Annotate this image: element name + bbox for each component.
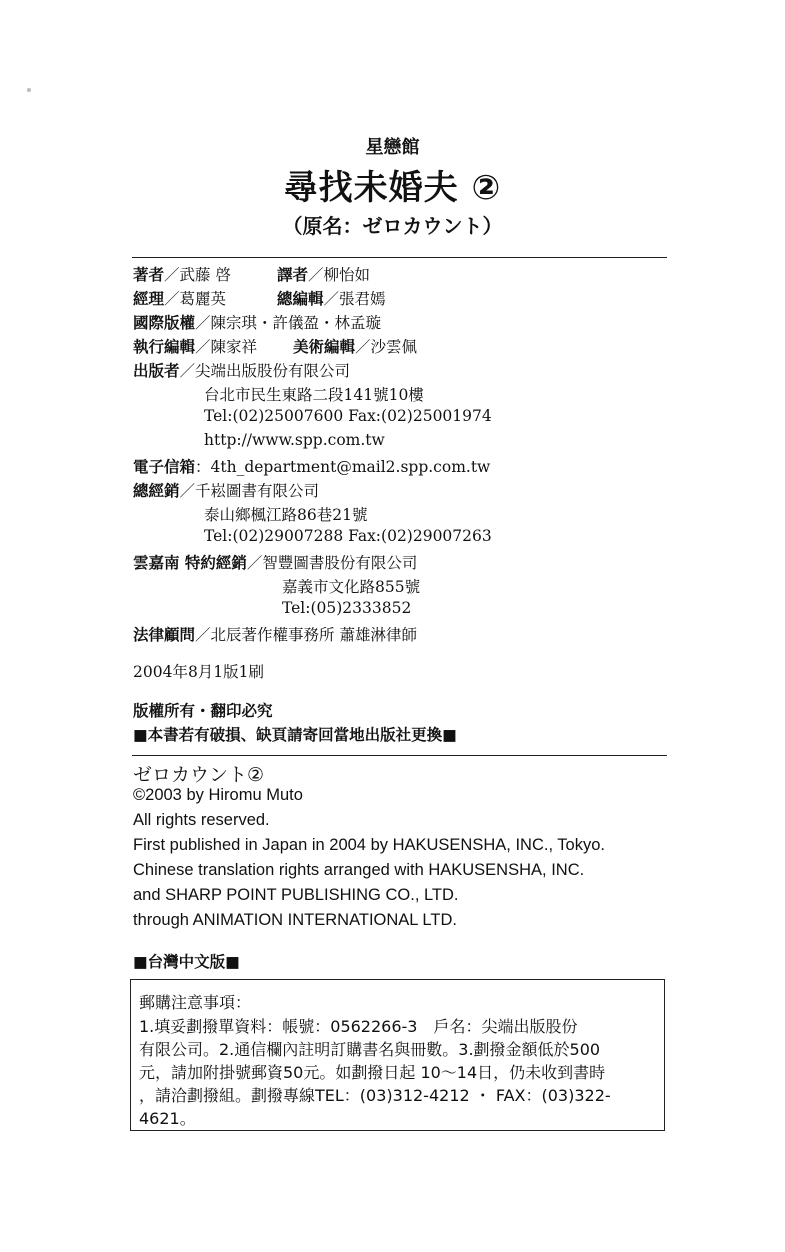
- rights-reserved-line: All rights reserved.: [133, 811, 270, 829]
- mail-order-line-5: 4621。: [139, 1109, 196, 1128]
- publisher-website: http://www.spp.com.tw: [204, 431, 385, 449]
- exec-editor-label: 執行編輯: [133, 338, 196, 356]
- publisher-label: 出版者: [133, 362, 180, 380]
- animation-international-line: through ANIMATION INTERNATIONAL LTD.: [133, 911, 457, 929]
- edition-date: 2004年8月1版1刷: [133, 663, 265, 681]
- book-title: 尋找未婚夫 ②: [283, 168, 502, 208]
- author-name: ／武藤 啓: [164, 266, 231, 284]
- copyright-line: ©2003 by Hiromu Muto: [133, 786, 303, 804]
- distributor-label: 總經銷: [133, 482, 180, 500]
- top-divider: [132, 257, 667, 258]
- credit-intl-rights-row: [133, 311, 381, 333]
- mail-order-heading: 郵購注意事項：: [139, 993, 252, 1012]
- credit-chief-editor-row: [277, 287, 386, 309]
- publisher-name: ／尖端出版股份有限公司: [179, 362, 351, 380]
- legal-label: 法律顧問: [133, 626, 196, 644]
- email-address: ：4th_department@mail2.spp.com.tw: [195, 458, 491, 476]
- credit-author-row: [133, 263, 231, 285]
- publisher-address: 台北市民生東路二段141號10樓: [204, 386, 424, 404]
- art-editor-name: ／沙雲佩: [355, 338, 418, 356]
- regional-tel: Tel:(05)2333852: [282, 599, 412, 617]
- mail-order-line-1: 1.填妥劃撥單資料：帳號：0562266-3 戶名：尖端出版股份: [139, 1017, 578, 1036]
- mail-order-line-4: ，請洽劃撥組。劃撥專線TEL：(03)312-4212 ・ FAX：(03)322-: [139, 1086, 611, 1105]
- japanese-title: ゼロカウント②: [133, 764, 265, 786]
- series-name: 星戀館: [365, 137, 420, 158]
- distributor-name: ／千崧圖書有限公司: [179, 482, 320, 500]
- chief-editor-label: 總編輯: [277, 290, 324, 308]
- mail-order-line-3: 元，請加附掛號郵資50元。如劃撥日起 10～14日，仍未收到書時: [139, 1063, 606, 1082]
- email-label: 電子信箱: [133, 458, 196, 476]
- credit-manager-row: [133, 287, 226, 309]
- mail-order-box: [130, 979, 665, 1131]
- original-title: （原名：ゼロカウント）: [282, 214, 503, 238]
- exec-editor-name: ／陳家祥: [195, 338, 258, 356]
- credit-exec-editor-row: [133, 335, 257, 357]
- credit-translator-row: [277, 263, 370, 285]
- scan-speck: [27, 88, 31, 92]
- credit-legal-row: [133, 623, 417, 645]
- distributor-address: 泰山鄉楓江路86巷21號: [204, 506, 368, 524]
- distributor-tel-fax: Tel:(02)29007288 Fax:(02)29007263: [204, 527, 492, 545]
- credit-publisher-row: [133, 359, 350, 381]
- translator-name: ／柳怡如: [308, 266, 371, 284]
- intl-rights-names: ／陳宗琪・許儀盈・林孟璇: [195, 314, 382, 332]
- credit-regional-row: [133, 551, 417, 573]
- translation-rights-line: Chinese translation rights arranged with HAKUSENSHA, INC.: [133, 861, 585, 879]
- manager-name: ／葛麗英: [164, 290, 227, 308]
- manager-label: 經理: [133, 290, 165, 308]
- taiwan-edition-tag: ■台灣中文版■: [133, 953, 240, 971]
- credit-email-row: [133, 455, 490, 477]
- regional-name: ／智豐圖書股份有限公司: [246, 554, 418, 572]
- copyright-notice: 版權所有・翻印必究: [133, 702, 273, 720]
- publisher-tel-fax: Tel:(02)25007600 Fax:(02)25001974: [204, 407, 492, 425]
- legal-name: ／北辰著作權事務所 蕭雄淋律師: [195, 626, 417, 644]
- chief-editor-name: ／張君嫣: [323, 290, 386, 308]
- credit-distributor-row: [133, 479, 319, 501]
- intl-rights-label: 國際版權: [133, 314, 196, 332]
- art-editor-label: 美術編輯: [293, 338, 356, 356]
- first-published-line: First published in Japan in 2004 by HAKUSENSHA, INC., Tokyo.: [133, 836, 605, 854]
- mail-order-line-2: 有限公司。2.通信欄內註明訂購書名與冊數。3.劃撥金額低於500: [139, 1040, 601, 1059]
- regional-label: 雲嘉南 特約經銷: [133, 554, 247, 572]
- replacement-notice: ■本書若有破損、缺頁請寄回當地出版社更換■: [133, 726, 457, 744]
- middle-divider: [132, 755, 667, 756]
- credit-art-editor-row: [293, 335, 417, 357]
- regional-address: 嘉義市文化路855號: [282, 578, 421, 596]
- author-label: 著者: [133, 266, 165, 284]
- sharp-point-line: and SHARP POINT PUBLISHING CO., LTD.: [133, 886, 459, 904]
- translator-label: 譯者: [277, 266, 309, 284]
